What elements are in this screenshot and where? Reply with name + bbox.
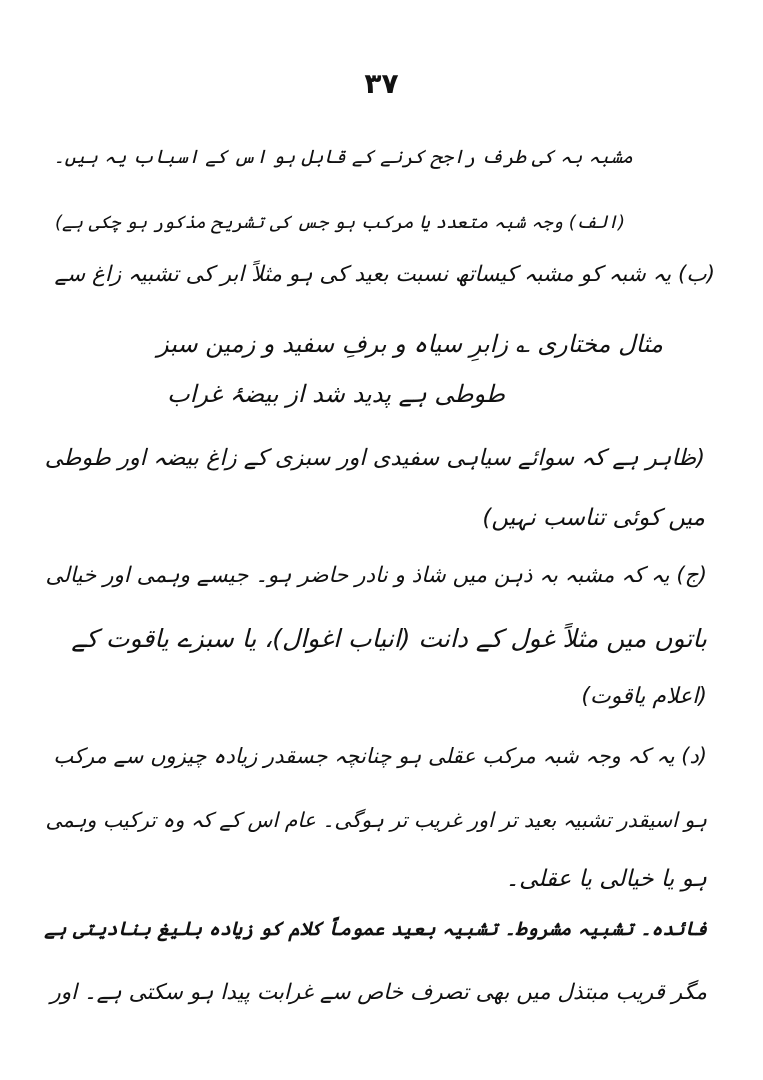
text-line-1: مشبہ بہ کی طرف راجح کرنے کے قابل ہو اس کے اسباب یہ ہیں۔ (53, 146, 633, 168)
text-line-3: (ب) یہ شبہ کو مشبہ کیساتھ نسبت بعید کی ہو مثلاً ابر کی تشبیہ زاغ سے (54, 262, 715, 287)
text-line-8: (اعلام یاقوت) (581, 684, 707, 709)
text-line-5: میں کوئی تناسب نہیں) (482, 505, 705, 531)
text-line-7: باتوں میں مثلاً غول کے دانت (انیاب اغوال)، یا سبزے یاقوت کے (71, 624, 707, 653)
poetry-line-2: طوطی ہے پدید شد از بیضۂ غراب (167, 380, 505, 408)
text-line-11: ہو یا خیالی یا عقلی۔ (505, 866, 707, 892)
page-number: ۳۷ (364, 67, 399, 100)
text-line-12: فائدہ۔ تشبیہ مشروط۔ تشبیہ بعید عموماً کلام کو زیادہ بلیغ بنادیتی ہے (44, 918, 707, 940)
text-line-2: (الف) وجہ شبہ متعدد یا مرکب ہو جس کی تشریح مذکور ہو چکی ہے) (54, 212, 625, 233)
text-line-4: (ظاہر ہے کہ سوائے سیاہی سفیدی اور سبزی کے زاغ بیضہ اور طوطی (44, 445, 705, 471)
text-line-6: (ج) یہ کہ مشبہ بہ ذہن میں شاذ و نادر حاضر ہو۔ جیسے وہمی اور خیالی (45, 563, 707, 588)
text-line-13: مگر قریب مبتذل میں بھی تصرف خاص سے غرابت پیدا ہو سکتی ہے۔ اور (50, 980, 707, 1005)
text-line-10: ہو اسیقدر تشبیہ بعید تر اور غریب تر ہوگی۔ عام اس کے کہ وہ ترکیب وہمی (45, 808, 707, 832)
poetry-line-1: مثال مختاری ؎ زابرِ سیاہ و برفِ سفید و زمین سبز (156, 330, 663, 358)
text-line-9: (د) یہ کہ وجہ شبہ مرکب عقلی ہو چنانچہ جسقدر زیادہ چیزوں سے مرکب (53, 744, 707, 768)
